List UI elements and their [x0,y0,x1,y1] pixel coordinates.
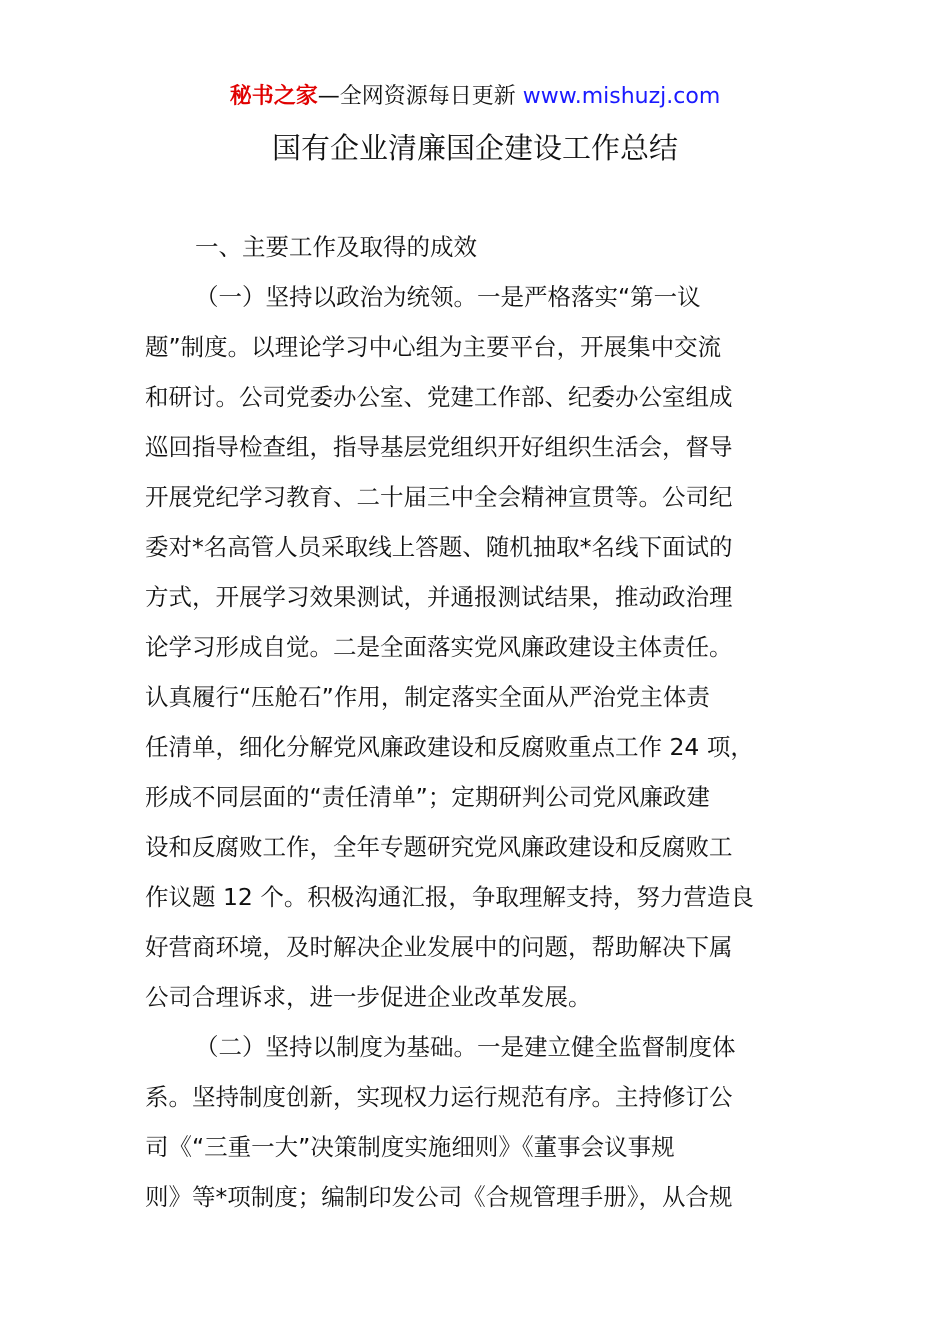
paragraph-line: 好营商环境，及时解决企业发展中的问题，帮助解决下属 [145,933,733,961]
paragraph-line: 论学习形成自觉。二是全面落实党风廉政建设主体责任。 [145,633,733,661]
paragraph-line: 和研讨。公司党委办公室、党建工作部、纪委办公室组成 [145,383,733,411]
paragraph-line: 形成不同层面的“责任清单”；定期研判公司党风廉政建 [145,783,710,811]
document-body [145,222,809,1222]
paragraph-line: 系。坚持制度创新，实现权力运行规范有序。主持修订公 [145,1083,733,1111]
site-tagline: —全网资源每日更新 [317,84,523,109]
paragraph-line: 则》等*项制度；编制印发公司《合规管理手册》，从合规 [145,1183,733,1211]
paragraph-line: 设和反腐败工作，全年专题研究党风廉政建设和反腐败工 [145,833,733,861]
document-title: 国有企业清廉国企建设工作总结 [271,131,678,165]
paragraph-line: 方式，开展学习效果测试，并通报测试结果，推动政治理 [145,583,733,611]
site-header [0,80,950,114]
paragraph-line: （一）坚持以政治为统领。一是严格落实“第一议 [195,283,701,311]
paragraph-line: 开展党纪学习教育、二十届三中全会精神宣贯等。公司纪 [145,483,733,511]
section-heading: 一、主要工作及取得的成效 [195,233,477,261]
paragraph-line: 任清单，细化分解党风廉政建设和反腐败重点工作 24 项， [145,733,754,761]
paragraph-line: 巡回指导检查组，指导基层党组织开好组织生活会，督导 [145,433,733,461]
paragraph-line: 司《“三重一大”决策制度实施细则》《董事会议事规 [145,1133,675,1161]
site-url-link[interactable]: www.mishuzj.com [522,84,721,109]
paragraph-line: 认真履行“压舱石”作用，制定落实全面从严治党主体责 [145,683,710,711]
paragraph-line: 公司合理诉求，进一步促进企业改革发展。 [145,983,592,1011]
paragraph-line: （二）坚持以制度为基础。一是建立健全监督制度体 [195,1033,736,1061]
paragraph-line: 题”制度。以理论学习中心组为主要平台，开展集中交流 [145,333,722,361]
site-brand: 秘书之家 [229,84,318,109]
paragraph-line: 委对*名高管人员采取线上答题、随机抽取*名线下面试的 [145,533,733,561]
paragraph-line: 作议题 12 个。积极沟通汇报，争取理解支持，努力营造良 [145,883,754,911]
